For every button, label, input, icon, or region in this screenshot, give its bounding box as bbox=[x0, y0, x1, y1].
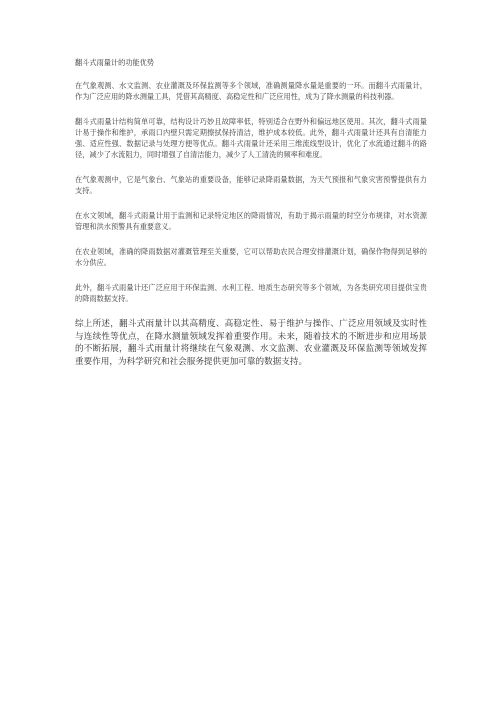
paragraph-intro: 在气象观测、水文监测、农业灌溉及环保监测等多个领域，准确测量降水量是重要的一环。而翻斗式雨量计，作为广泛应用的降水测量工具，凭借其高精度、高稳定性和广泛应用性，成为了降水测量的科技利器。 bbox=[75, 81, 427, 101]
document-page bbox=[75, 58, 427, 368]
paragraph-other-fields: 此外，翻斗式雨量计还广泛应用于环保监测、水利工程、地质生态研究等多个领域，为各类研究项目提供宝贵的降雨数据支持。 bbox=[75, 283, 427, 303]
paragraph-meteorology: 在气象观测中，它是气象台、气象站的重要设备，能够记录降雨量数据，为天气预报和气象灾害预警提供有力支持。 bbox=[75, 175, 427, 195]
paragraph-summary: 综上所述，翻斗式雨量计以其高精度、高稳定性、易于维护与操作、广泛应用领域及实时性与连续性等优点，在降水测量领域发挥着重要作用。未来，随着技术的不断进步和应用场景的不断拓展，翻斗式雨量计将继续在气象观测、水文监测、农业灌溉及环保监测等领域发挥重要作用，为科学研究和社会服务提供更加可靠的数据支持。 bbox=[75, 319, 427, 367]
paragraph-agriculture: 在农业领域，准确的降雨数据对灌溉管理至关重要，它可以帮助农民合理安排灌溉计划，确保作物得到足够的水分供应。 bbox=[75, 247, 427, 267]
document-title: 翻斗式雨量计的功能优势 bbox=[75, 58, 155, 67]
paragraph-hydrology: 在水文领域，翻斗式雨量计用于监测和记录特定地区的降雨情况，有助于揭示雨量的时空分布规律，对水资源管理和洪水预警具有重要意义。 bbox=[75, 211, 427, 231]
paragraph-structure: 翻斗式雨量计结构简单可靠，结构设计巧妙且故障率低，特别适合在野外和偏远地区使用。其次，翻斗式雨量计易于操作和维护，承雨口内壁只需定期擦拭保持清洁，维护成本较低。此外，翻斗式雨量计还具有自清能力强、适应性强、数据记录与处理方便等优点。翻斗式雨量计还采用三维流线型设计，优化了水流通过翻斗的路径，减少了水流阻力，同时增强了自清洁能力，减少了人工清洗的频率和难度。 bbox=[75, 117, 427, 159]
